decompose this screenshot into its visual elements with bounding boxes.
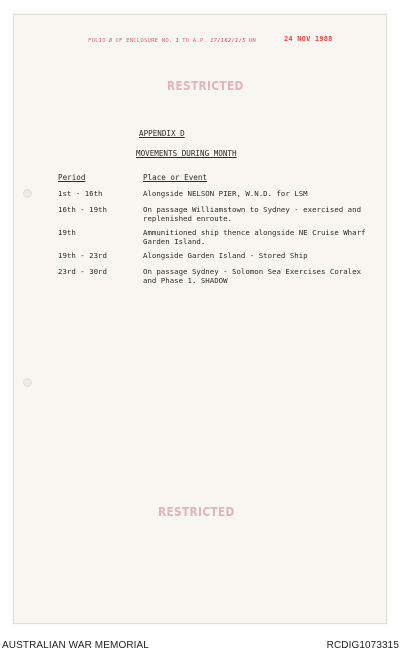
- file-reference: 17/162/1/5: [210, 38, 246, 44]
- punch-hole: [23, 378, 32, 387]
- row-period: 19th - 23rd: [58, 251, 107, 260]
- date-stamp: 24 NOV 1988: [284, 35, 333, 43]
- restricted-stamp-top: RESTRICTED: [167, 79, 244, 93]
- row-period: 23rd - 30rd: [58, 267, 107, 276]
- row-period: 16th - 19th: [58, 205, 107, 214]
- to-label: TO A.P.: [182, 38, 208, 44]
- row-event: Alongside NELSON PIER, W.N.D. for LSM: [143, 189, 308, 198]
- row-event: On passage Sydney - Solomon Sea Exercises Coralex and Phase 1. SHADOW: [143, 267, 362, 286]
- folio-number: 8: [108, 38, 113, 44]
- enclosure-label: OF ENCLOSURE NO.: [115, 38, 173, 44]
- row-event: Ammunitioned ship thence alongside NE Cruise Wharf Garden Island.: [143, 228, 366, 247]
- document-page: [13, 14, 387, 624]
- event-column-header: Place or Event: [143, 173, 208, 182]
- row-period: 19th: [58, 228, 76, 237]
- folio-label: FOLIO: [88, 38, 106, 44]
- row-period: 1st - 16th: [58, 189, 103, 198]
- row-event: On passage Williamstown to Sydney - exercised and replenished enroute.: [143, 205, 362, 224]
- row-event: Alongside Garden Island - Stored Ship: [143, 251, 308, 260]
- appendix-heading: APPENDIX D: [139, 129, 185, 138]
- restricted-stamp-bottom: RESTRICTED: [158, 505, 235, 519]
- document-title: MOVEMENTS DURING MONTH: [136, 149, 237, 158]
- enclosure-number: 1: [175, 38, 180, 44]
- record-id: RCDIG1073315: [326, 640, 399, 651]
- on-label: ON: [248, 38, 256, 44]
- punch-hole: [23, 189, 32, 198]
- period-column-header: Period: [58, 173, 86, 182]
- folio-stamp: [88, 38, 259, 44]
- archive-name: AUSTRALIAN WAR MEMORIAL: [2, 640, 149, 651]
